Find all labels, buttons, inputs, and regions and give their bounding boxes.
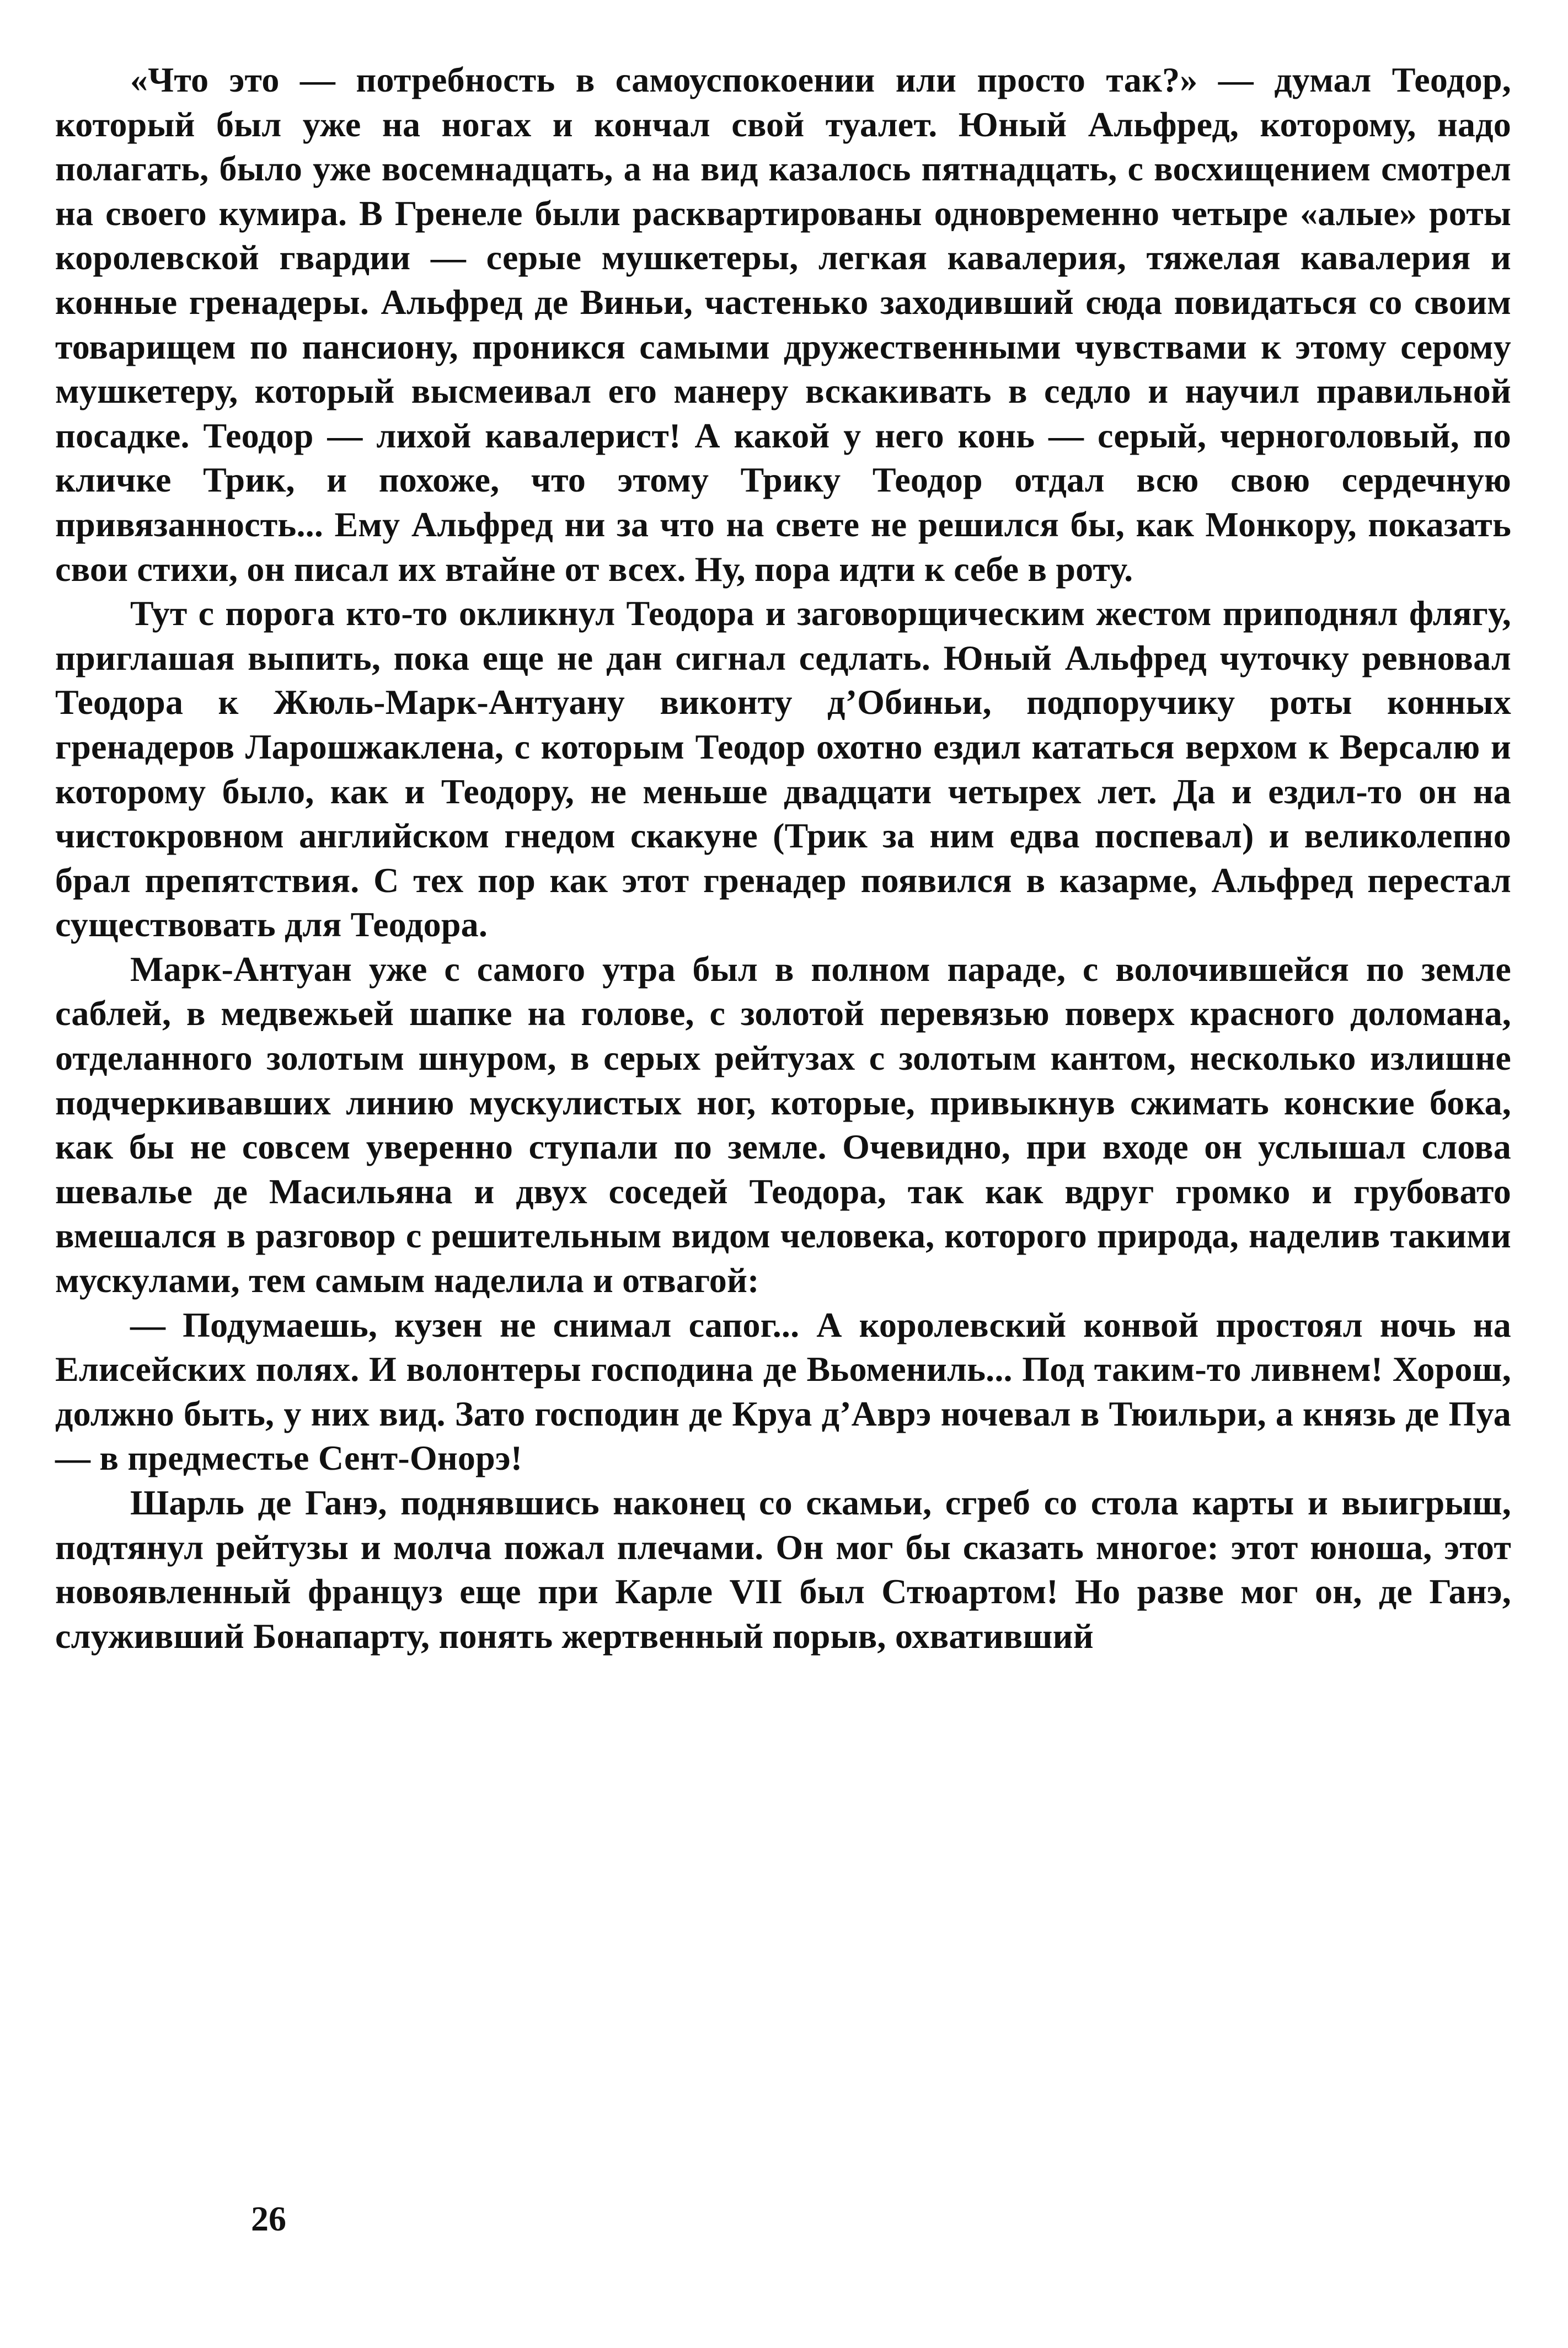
paragraph-4: — Подумаешь, кузен не снимал сапог... А королевский конвой простоял ночь на Елисейских полях. И волонтеры господина де Вьомениль... Под таким-то ливнем! Хорош, должно быть, у них вид. Зато господин де Круа д’Аврэ ночевал в Тюильри, а князь де Пуа — в предместье Сент-Онорэ! xyxy=(55,1305,1511,1478)
paragraph-3: Марк-Антуан уже с самого утра был в полном параде, с волочившейся по земле саблей, в медвежьей шапке на голове, с золотой перевязью поверх красного доломана, отделанного золотым шнуром, в серых рейтузах с золотым кантом, несколько излишне подчеркивавших линию мускулистых ног, которые, привыкнув сжимать конские бока, как бы не совсем уверенно ступали по земле. Очевидно, при входе он услышал слова шевалье де Масильяна и двух соседей Теодора, так как вдруг громко и грубовато вмешался в разговор с решительным видом человека, которого природа, наделив такими мускулами, тем самым наделила и отвагой: xyxy=(55,949,1511,1300)
paragraph-1: «Что это — потребность в самоуспокоении или просто так?» — думал Теодор, который был уже на ногах и кончал свой туалет. Юный Альфред, которому, надо полагать, было уже восемнадцать, а на вид казалось пятнадцать, с восхищением смотрел на своего кумира. В Гренеле были расквартированы одновременно четыре «алые» роты королевской гвардии — серые мушкетеры, легкая кавалерия, тяжелая кавалерия и конные гренадеры. Альфред де Виньи, частенько заходивший сюда повидаться со своим товарищем по пансиону, проникся самыми дружественными чувствами к этому серому мушкетеру, который высмеивал его манеру вскакивать в седло и научил правильной посадке. Теодор — лихой кавалерист! А какой у него конь — серый, черноголовый, по кличке Трик, и похоже, что этому Трику Теодор отдал всю свою сердечную привязанность... Ему Альфред ни за что на свете не решился бы, как Монкору, показать свои стихи, он писал их втайне от всех. Ну, пора идти к себе в роту. xyxy=(55,60,1511,589)
paragraph-2: Тут с порога кто-то окликнул Теодора и заговорщическим жестом приподнял флягу, приглашая выпить, пока еще не дан сигнал седлать. Юный Альфред чуточку ревновал Теодора к Жюль-Марк-Антуану виконту д’Обиньи, подпоручику роты конных гренадеров Ларошжаклена, с которым Теодор охотно ездил кататься верхом к Версалю и которому было, как и Теодору, не меньше двадцати четырех лет. Да и ездил-то он на чистокровном английском гнедом скакуне (Трик за ним едва поспевал) и великолепно брал препятствия. С тех пор как этот гренадер появился в казарме, Альфред перестал существовать для Теодора. xyxy=(55,594,1511,944)
main-text xyxy=(55,58,1511,1658)
paragraph-5: Шарль де Ганэ, поднявшись наконец со скамьи, сгреб со стола карты и выигрыш, подтянул рейтузы и молча пожал плечами. Он мог бы сказать многое: этот юноша, этот новоявленный француз еще при Карле VII был Стюартом! Но разве мог он, де Ганэ, служивший Бонапарту, понять жертвенный порыв, охвативший xyxy=(55,1483,1511,1656)
page-number: 26 xyxy=(251,2199,286,2238)
